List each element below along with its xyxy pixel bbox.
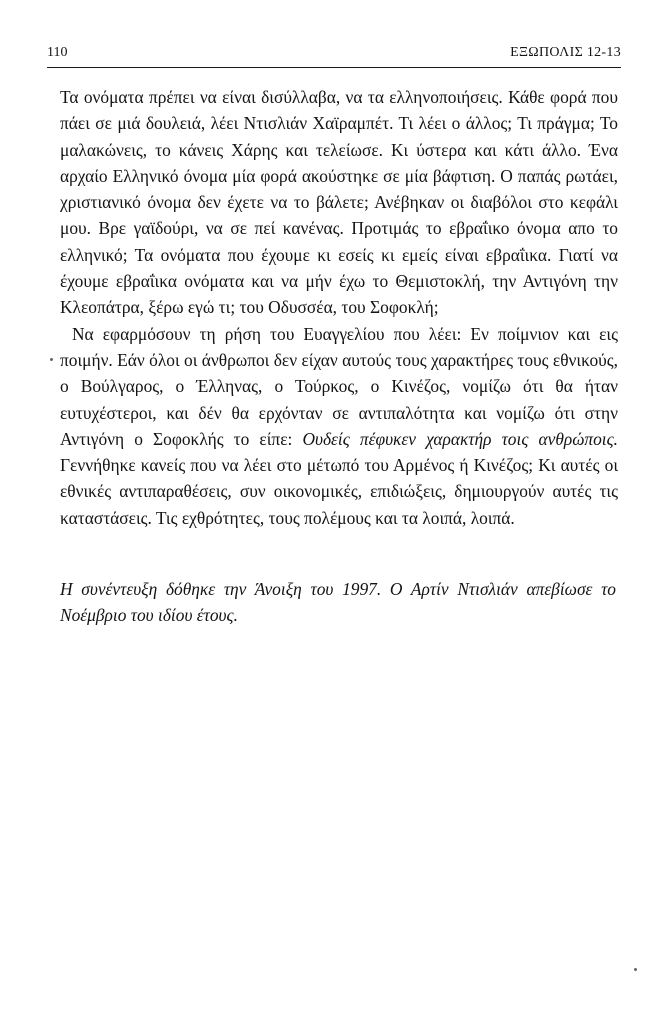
closing-note-text: Η συνέντευξη δόθηκε την Άνοιξη του 1997. Ο Αρτίν Ντισλιάν απεβίωσε το Νοέμβριο του ιδίου έτους. <box>60 579 616 626</box>
running-head: ΕΞΩΠΟΛΙΣ 12-13 <box>510 45 621 60</box>
margin-speck <box>634 968 637 971</box>
header-rule <box>47 67 621 68</box>
margin-speck <box>50 358 53 361</box>
paragraph-2 <box>60 321 618 531</box>
closing-note <box>60 576 616 629</box>
page-header <box>47 45 621 65</box>
paragraph-2-quote: Ουδείς πέφυκεν χαρακτήρ τοις ανθρώποις. <box>302 428 618 449</box>
body-text <box>60 84 618 531</box>
page-number: 110 <box>47 45 68 60</box>
paragraph-2-end: Γεννήθηκε κανείς που να λέει στο μέτωπό του Αρμένος ή Κινέζος; Κι αυτές οι εθνικές αντιπαραθέσεις, συν οικονομικές, επιδιώξεις, δημιουργούν αυτές τις καταστάσεις. Τις εχθρότητες, τους πολέμους και τα λοιπά, λοιπά. <box>60 455 618 528</box>
paragraph-1: Τα ονόματα πρέπει να είναι δισύλλαβα, να τα ελληνοποιήσεις. Κάθε φορά που πάει σε μιά δουλειά, λέει Ντισλιάν Χαϊραμπέτ. Τι λέει ο άλλος; Τι πράγμα; Το μαλακώνεις, το κάνεις Χάρης και τελείωσε. Κι ύστερα και κάτι άλλο. Ένα αρχαίο Ελληνικό όνομα μία φορά ακούστηκε σε μία βάφτιση. Ο παπάς ρωτάει, χριστιανικό όνομα δεν έχετε να το βάλετε; Ανέβηκαν οι διαβόλοι στο κεφάλι μου. Βρε γαϊδούρι, να σε πεί κανένας. Προτιμάς το εβραΐικο όνομα απο το ελληνικό; Τα ονόματα που έχουμε κι εσείς κι εμείς είναι εβραΐικα. Γιατί να έχουμε εβραΐικα ονόματα και να μήν έχω το Θεμιστοκλή, την Αντιγόνη την Κλεοπάτρα, ξέρω εγώ τι; του Οδυσσέα, του Σοφοκλή; <box>60 87 618 318</box>
paragraph-2-start: Να εφαρμόσουν τη ρήση του Ευαγγελίου που λέει: Εν ποίμνιον και εις ποιμήν. Εάν όλοι οι άνθρωποι δεν είχαν αυτούς τους χαρακτήρες τους εθνικούς, ο Βούλγαρος, ο Έλληνας, ο Τούρκος, ο Κινέζος, νομίζω ότι θα ήταν ευτυχέστεροι, και δέν θα ερχόνταν σε αντιπαλότητα και νομίζω ότι στην Αντιγόνη ο Σοφοκλής το είπε: <box>60 323 618 449</box>
